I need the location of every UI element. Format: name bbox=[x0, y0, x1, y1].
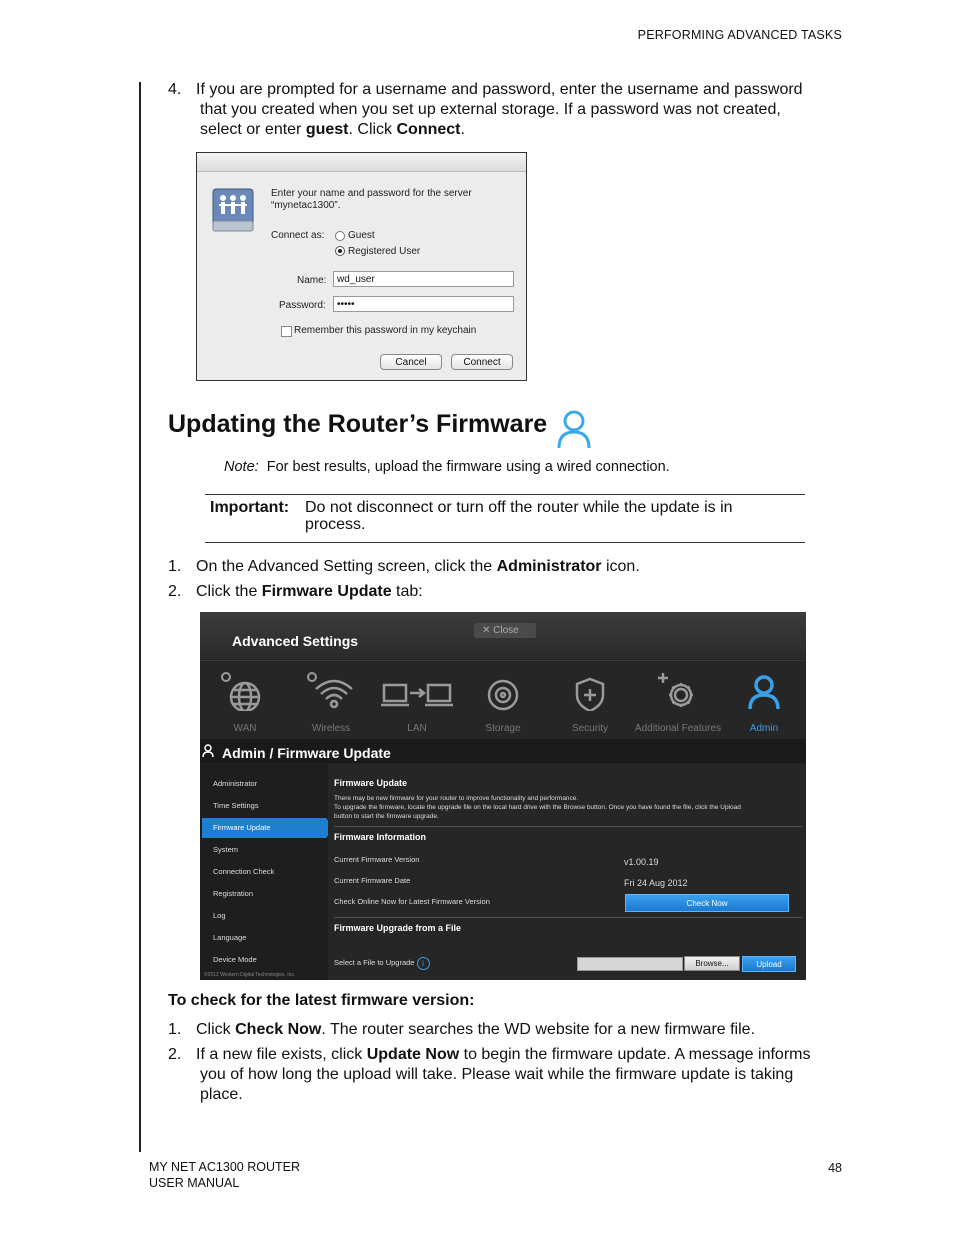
name-field[interactable]: wd_user bbox=[333, 271, 514, 287]
note bbox=[224, 459, 670, 475]
radio-guest-label: Guest bbox=[348, 230, 375, 241]
step-4-line3: select or enter guest. Click Connect. bbox=[200, 121, 465, 138]
step-4-line1: If you are prompted for a username and password, enter the username and password bbox=[196, 81, 803, 98]
step-number: 1. bbox=[168, 558, 182, 575]
cancel-button[interactable]: Cancel bbox=[380, 354, 442, 370]
sidebar-item-registration[interactable]: Registration bbox=[213, 889, 254, 898]
step-b-2: 2. If a new file exists, click Update Now to begin the firmware update. A message informs you of how long the upload will take. Please wait while the firmware update is taking place. bbox=[168, 1046, 811, 1103]
dialog-prompt-2: “mynetac1300”. bbox=[271, 200, 341, 211]
radio-guest[interactable] bbox=[335, 231, 345, 241]
admin-tab[interactable]: Admin bbox=[724, 671, 804, 734]
person-icon bbox=[202, 744, 214, 760]
sidebar-item-device-mode[interactable]: Device Mode bbox=[213, 955, 257, 964]
step-number: 2. bbox=[168, 1046, 182, 1063]
step-4-line2: that you created when you set up external storage. If a password was not created, bbox=[200, 101, 781, 118]
file-path-input[interactable] bbox=[577, 957, 683, 971]
gear-plus-icon bbox=[653, 671, 703, 711]
firmware-panel bbox=[328, 764, 806, 980]
section-heading: Updating the Router’s Firmware bbox=[168, 410, 548, 438]
router-advanced-settings bbox=[200, 612, 806, 980]
admin-person-icon bbox=[739, 671, 789, 711]
close-button[interactable]: ✕ Close bbox=[474, 623, 536, 638]
important-bottom-rule bbox=[205, 542, 805, 543]
lan-tab[interactable]: LAN bbox=[377, 671, 457, 734]
additional-features-tab[interactable]: Additional Features bbox=[638, 671, 718, 734]
security-tab[interactable]: Security bbox=[550, 671, 630, 734]
settings-icon-row bbox=[200, 660, 806, 739]
password-label: Password: bbox=[279, 300, 326, 311]
step-number: 1. bbox=[168, 1021, 182, 1038]
router-topbar bbox=[200, 612, 806, 659]
browse-button[interactable]: Browse... bbox=[684, 956, 740, 971]
sidebar-item-firmware-update[interactable]: Firmware Update bbox=[202, 818, 326, 838]
wifi-icon bbox=[306, 671, 356, 711]
sidebar-item-language[interactable]: Language bbox=[213, 933, 247, 942]
copyright: ©2012 Western Digital Technologies, Inc. bbox=[204, 972, 296, 978]
dialog-titlebar bbox=[197, 153, 526, 172]
step-b-1: 1. Click Check Now. The router searches the WD website for a new firmware file. bbox=[168, 1021, 756, 1038]
divider bbox=[334, 917, 802, 918]
step-4 bbox=[168, 80, 848, 140]
fw-desc-1: There may be new firmware for your router to improve functionality and performance. bbox=[334, 795, 579, 802]
lan-computers-icon bbox=[379, 671, 455, 711]
page-number: 48 bbox=[828, 1161, 842, 1175]
dialog-prompt-1: Enter your name and password for the server bbox=[271, 188, 472, 199]
connect-button[interactable]: Connect bbox=[451, 354, 513, 370]
fw-update-title: Firmware Update bbox=[334, 778, 408, 788]
current-date-label: Current Firmware Date bbox=[334, 876, 411, 885]
upload-button[interactable]: Upload bbox=[742, 956, 796, 972]
radio-registered-label: Registered User bbox=[348, 246, 421, 257]
remember-checkbox[interactable] bbox=[281, 326, 292, 337]
server-drive-icon bbox=[211, 187, 255, 235]
important-top-rule bbox=[205, 494, 805, 495]
current-date-value: Fri 24 Aug 2012 bbox=[624, 878, 688, 888]
step-a-1: 1. On the Advanced Setting screen, click the Administrator icon. bbox=[168, 558, 640, 575]
note-text: For best results, upload the firmware using a wired connection. bbox=[266, 459, 670, 475]
fw-desc-2: To upgrade the firmware, locate the upgrade file on the local hard drive with the Browse button. Once you have found the file, click the Upload bbox=[334, 804, 741, 811]
storage-disc-icon bbox=[478, 671, 528, 711]
server-login-dialog bbox=[196, 152, 527, 381]
sidebar-item-system[interactable]: System bbox=[213, 845, 239, 854]
admin-person-icon bbox=[555, 408, 595, 455]
section-title: Admin / Firmware Update bbox=[222, 745, 391, 761]
footer-title: MY NET AC1300 ROUTER USER MANUAL bbox=[149, 1160, 300, 1190]
wan-tab[interactable]: WAN bbox=[205, 671, 285, 734]
step-a-2: 2. Click the Firmware Update tab: bbox=[168, 583, 423, 600]
globe-icon bbox=[220, 671, 270, 711]
admin-sidebar bbox=[200, 764, 328, 980]
margin-rule bbox=[139, 82, 141, 1152]
section-bar bbox=[200, 739, 806, 763]
password-field[interactable]: ••••• bbox=[333, 296, 514, 312]
storage-tab[interactable]: Storage bbox=[463, 671, 543, 734]
shield-icon bbox=[565, 671, 615, 711]
divider bbox=[334, 826, 802, 827]
current-version-value: v1.00.19 bbox=[624, 857, 659, 867]
sidebar-item-connection-check[interactable]: Connection Check bbox=[213, 867, 275, 876]
step-number: 4. bbox=[168, 81, 182, 98]
note-label: Note: bbox=[224, 459, 259, 475]
running-header: PERFORMING ADVANCED TASKS bbox=[637, 28, 842, 42]
radio-registered-user[interactable] bbox=[335, 246, 345, 256]
upgrade-title: Firmware Upgrade from a File bbox=[334, 923, 462, 933]
current-version-label: Current Firmware Version bbox=[334, 855, 420, 864]
sidebar-item-log[interactable]: Log bbox=[213, 911, 226, 920]
sidebar-item-administrator[interactable]: Administrator bbox=[213, 779, 258, 788]
select-file-label: Select a File to Upgrade i bbox=[334, 957, 430, 970]
procedure-heading: To check for the latest firmware version: bbox=[168, 992, 475, 1009]
connect-as-label: Connect as: bbox=[271, 230, 325, 241]
sidebar-item-time-settings[interactable]: Time Settings bbox=[213, 801, 259, 810]
check-online-label: Check Online Now for Latest Firmware Version bbox=[334, 897, 490, 906]
wireless-tab[interactable]: Wireless bbox=[291, 671, 371, 734]
important-label: Important: bbox=[210, 499, 290, 516]
step-number: 2. bbox=[168, 583, 182, 600]
check-now-button[interactable]: Check Now bbox=[625, 894, 789, 912]
important-line1: Do not disconnect or turn off the router while the update is in bbox=[305, 499, 733, 516]
fw-desc-3: button to start the firmware upgrade. bbox=[334, 813, 439, 820]
fw-info-title: Firmware Information bbox=[334, 832, 427, 842]
close-icon: ✕ bbox=[482, 625, 491, 636]
name-label: Name: bbox=[297, 275, 327, 286]
router-title: Advanced Settings bbox=[232, 633, 359, 649]
remember-label: Remember this password in my keychain bbox=[294, 325, 477, 336]
info-icon[interactable]: i bbox=[417, 957, 430, 970]
important-line2: process. bbox=[305, 516, 366, 533]
